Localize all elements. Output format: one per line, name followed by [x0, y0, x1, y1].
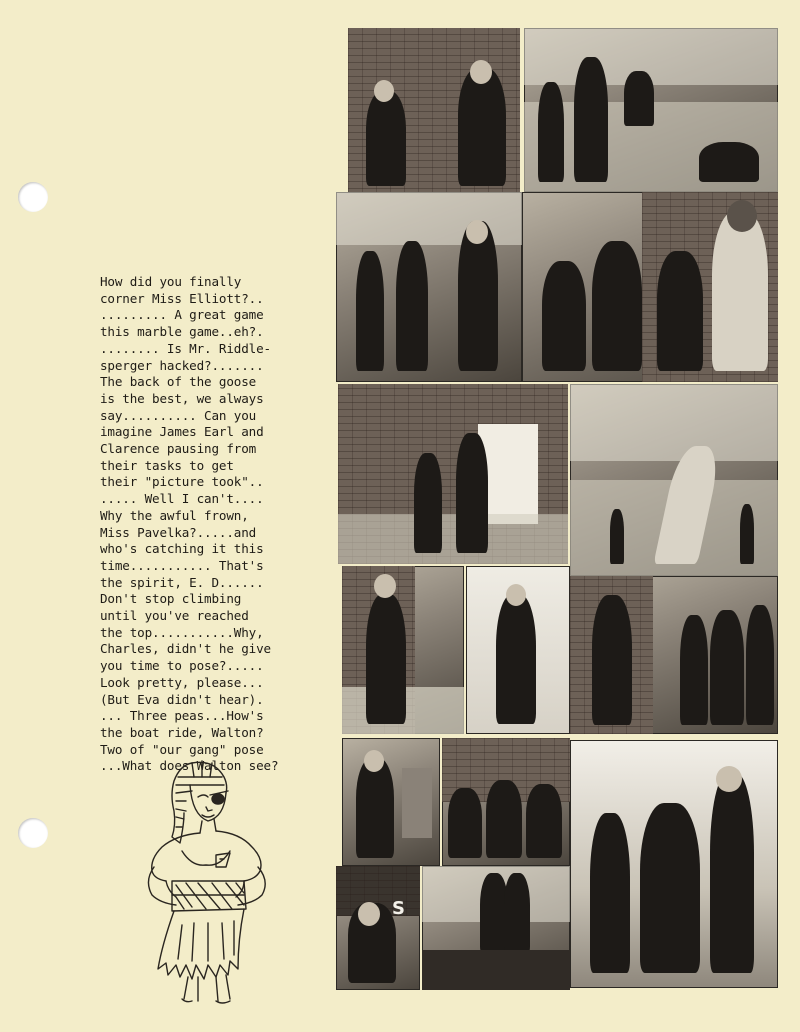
caption-line: Don't stop climbing	[100, 591, 242, 607]
pirate-girl-drawing	[132, 755, 282, 1010]
caption-line: this marble game..eh?.	[100, 324, 264, 340]
caption-line: ..... Well I can't....	[100, 491, 264, 507]
photo-our-gang-pose	[570, 740, 778, 988]
caption-line: the spirit, E. D......	[100, 574, 264, 590]
photo-crowd-outside-school	[336, 192, 522, 382]
caption-line: corner Miss Elliott?..	[100, 290, 264, 306]
sign-letter: S	[392, 898, 405, 919]
photo-marble-game	[524, 28, 778, 192]
photo-woman-standing	[342, 566, 464, 734]
caption-line: (But Eva didn't hear).	[100, 691, 264, 707]
caption-line: sperger hacked?.......	[100, 357, 264, 373]
caption-line: the boat ride, Walton?	[100, 724, 264, 740]
photo-man-with-sign	[336, 866, 420, 990]
photo-two-men-at-door	[338, 384, 568, 564]
caption-line: Two of "our gang" pose	[100, 741, 264, 757]
photo-captions-text	[100, 274, 332, 775]
photo-women-by-brick-wall	[348, 28, 520, 196]
caption-line: ......... A great game	[100, 307, 264, 323]
caption-line: say.......... Can you	[100, 407, 257, 423]
caption-line: their "picture took"..	[100, 474, 264, 490]
caption-line: you time to pose?.....	[100, 658, 264, 674]
caption-line: Look pretty, please...	[100, 674, 264, 690]
caption-line: ... Three peas...How's	[100, 708, 264, 724]
caption-line: Clarence pausing from	[100, 441, 257, 457]
caption-line: their tasks to get	[100, 457, 234, 473]
caption-line: The back of the goose	[100, 374, 257, 390]
caption-line: time........... That's	[100, 557, 264, 573]
caption-line: Why the awful frown,	[100, 507, 249, 523]
photo-woman-in-scarf	[342, 738, 440, 866]
photo-man-with-tool	[466, 566, 570, 734]
caption-line: until you've reached	[100, 608, 249, 624]
caption-line: is the best, we always	[100, 390, 264, 406]
photo-group-against-building	[570, 576, 778, 734]
binder-hole-bottom	[18, 818, 48, 848]
caption-line: imagine James Earl and	[100, 424, 264, 440]
photo-boat-ride	[422, 866, 570, 990]
photo-playground-slide	[570, 384, 778, 576]
caption-line: Charles, didn't he give	[100, 641, 271, 657]
caption-line: ........ Is Mr. Riddle-	[100, 340, 271, 356]
binder-hole-top	[18, 182, 48, 212]
caption-line: How did you finally	[100, 274, 242, 289]
caption-line: the top...........Why,	[100, 624, 264, 640]
caption-line: Miss Pavelka?.....and	[100, 524, 257, 540]
photo-three-peas	[442, 738, 570, 866]
photo-group-by-doorway	[522, 192, 778, 382]
caption-line: who's catching it this	[100, 541, 264, 557]
caption-line: ...What does Walton see?	[100, 758, 279, 774]
